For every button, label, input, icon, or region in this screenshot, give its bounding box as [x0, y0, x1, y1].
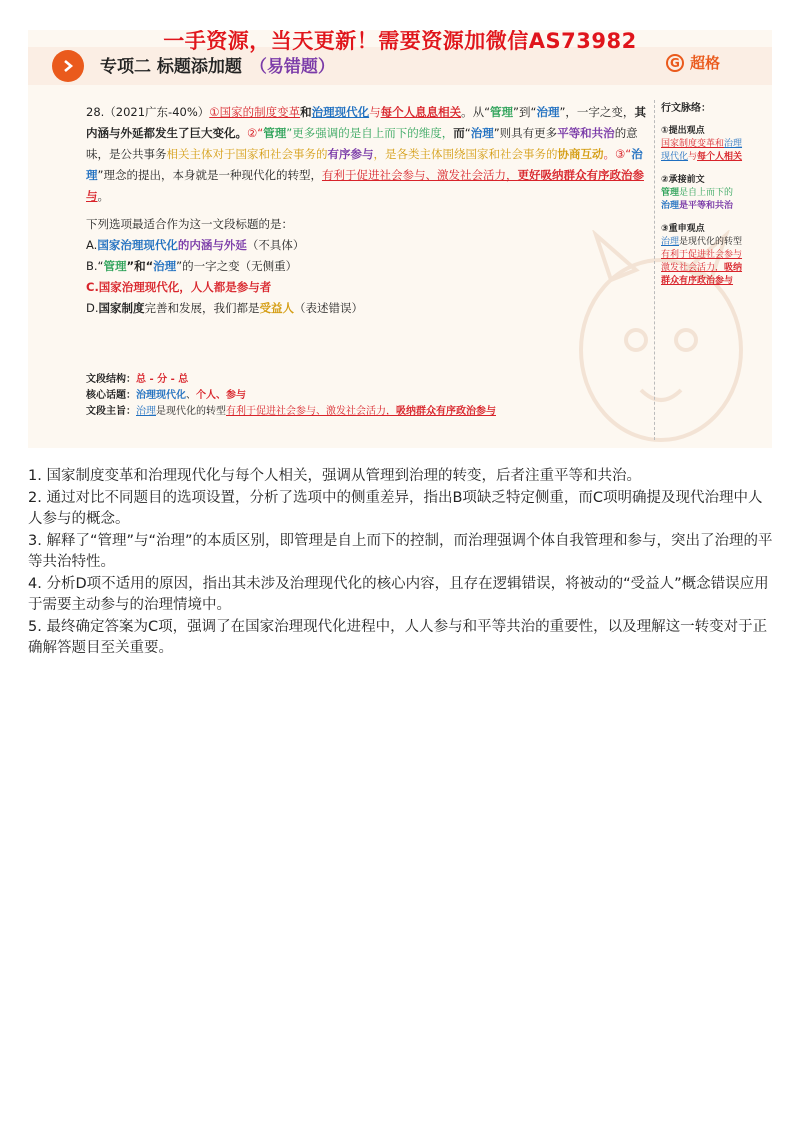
- column-divider: [654, 100, 655, 440]
- chevron-right-icon: [52, 50, 84, 82]
- summary-topic: 核心话题：治理现代化、个人、参与: [86, 390, 246, 401]
- question-passage: 28.（2021广东-40%）①国家的制度变革和治理现代化与每个人息息相关。从“管理”到“治理”，一字之变，其内涵与外延都发生了巨大变化。②“管理”更多强调的是自上而下的维度，而“治理”则具有更多平等和共治的意味，是公共事务相关主体对于国家和社会事务的有序参与，是各类主体围绕国家和社会事务的协商互动。③“治理”理念的提出，本身就是一种现代化的转型，有利于促进社会参与、激发社会活力，更好吸纳群众有序政治参与。: [86, 105, 646, 203]
- analysis-item: 3. 解释了“管理”与“治理”的本质区别，即管理是自上而下的控制，而治理强调个体自我管理和参与，突出了治理的平等共治特性。: [28, 532, 773, 570]
- analysis-item: 1. 国家制度变革和治理现代化与每个人相关，强调从管理到治理的转变，后者注重平等和共治。: [28, 468, 641, 484]
- side-title: 行文脉络：: [661, 103, 711, 114]
- section-title-text: 专项二 标题添加题: [100, 57, 242, 77]
- side-outline: 行文脉络： ①提出观点 国家制度变革和治理 现代化与每个人相关 ②承接前文 管理是自上而下的 治理是平等和共治 ③重申观点 治理是现代化的转型 有利于促进社会参与 激发社会活力，吸纳 群众有序政治参与: [661, 102, 767, 288]
- option-d: D.国家制度完善和发展，我们都是受益人（表述错误）: [86, 301, 364, 315]
- option-b: B.“管理”和“治理”的一字之变（无侧重）: [86, 259, 298, 273]
- analysis-item: 2. 通过对比不同题目的选项设置，分析了选项中的侧重差异，指出B项缺乏特定侧重，而C项明确提及现代治理中人人参与的概念。: [28, 489, 763, 527]
- summary-structure: 文段结构：总 - 分 - 总: [86, 374, 189, 385]
- summary-main-idea: 文段主旨：治理是现代化的转型有利于促进社会参与、激发社会活力，吸纳群众有序政治参与: [86, 406, 496, 417]
- brand-logo-icon: G: [666, 54, 684, 72]
- analysis-item: 5. 最终确定答案为C项，强调了在国家治理现代化进程中，人人参与和平等共治的重要性，以及理解这一转变对于正确解答题目至关重要。: [28, 618, 768, 656]
- lesson-slide: [28, 30, 772, 448]
- brand: [666, 52, 720, 73]
- analysis-list: [28, 466, 776, 660]
- brand-name: 超格: [689, 54, 720, 72]
- option-c: C.国家治理现代化，人人都是参与者: [86, 280, 272, 294]
- watermark-text: 一手资源，当天更新！需要资源加微信AS73982: [163, 30, 637, 53]
- option-a: A.国家治理现代化的内涵与外延（不具体）: [86, 238, 305, 252]
- analysis-item: 4. 分析D项不适用的原因，指出其未涉及治理现代化的核心内容，且存在逻辑错误，将被动的“受益人”概念错误应用于需要主动参与的治理情境中。: [28, 575, 769, 613]
- section-title: [100, 52, 335, 77]
- passage-summary: [86, 372, 496, 420]
- question-number: 28.（2021广东-40%）: [86, 105, 210, 119]
- question-prompt: 下列选项最适合作为这一文段标题的是：: [86, 217, 293, 231]
- section-tag: （易错题）: [249, 57, 335, 77]
- answer-options: [86, 214, 363, 319]
